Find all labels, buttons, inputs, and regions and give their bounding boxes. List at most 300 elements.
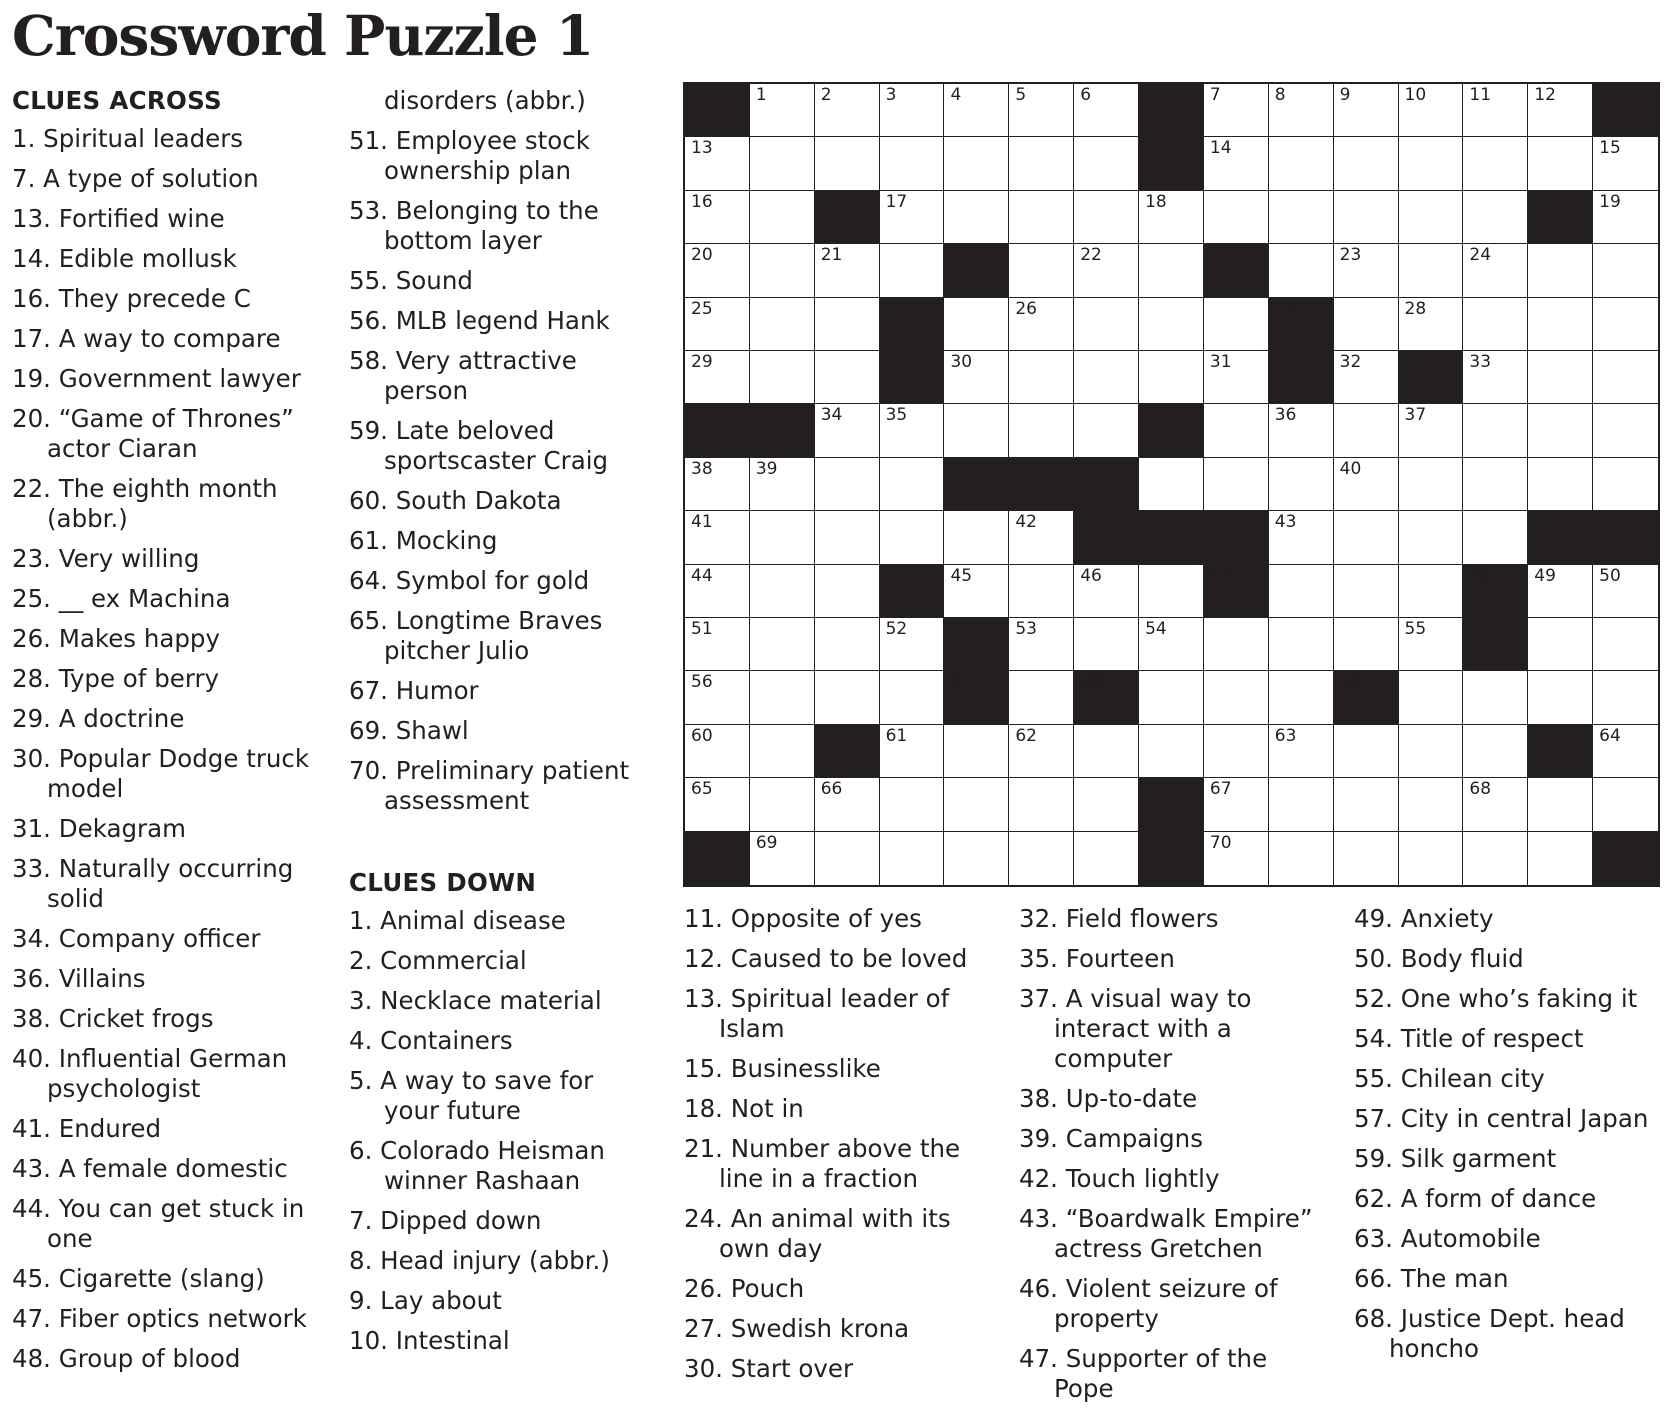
grid-cell[interactable] [1399, 832, 1464, 885]
grid-cell[interactable] [1593, 298, 1658, 351]
clue-item: 26. Makes happy [12, 624, 220, 653]
cell-number: 39 [755, 458, 778, 479]
grid-cell[interactable] [1009, 511, 1074, 564]
cell-number: 10 [1404, 85, 1427, 105]
clue-item: 46. Violent seizure of property [1019, 1274, 1278, 1333]
grid-cell[interactable] [815, 404, 880, 457]
grid-cell[interactable] [750, 671, 815, 724]
grid-cell[interactable] [1009, 191, 1074, 244]
grid-cell[interactable] [1269, 511, 1334, 564]
clue-item: 15. Businesslike [684, 1054, 881, 1083]
cell-number: 43 [1274, 512, 1297, 533]
grid-cell[interactable] [1139, 298, 1204, 351]
grid-cell[interactable] [815, 618, 880, 671]
grid-cell[interactable] [1463, 458, 1528, 511]
clue-column [349, 86, 649, 1366]
grid-cell[interactable] [1139, 351, 1204, 404]
grid-cell[interactable] [1334, 298, 1399, 351]
grid-cell[interactable] [1399, 778, 1464, 831]
clue-item: 24. An animal with its own day [684, 1204, 951, 1263]
grid-cell[interactable] [1074, 404, 1139, 457]
clue-item: 67. Humor [349, 676, 479, 705]
grid-block [1528, 725, 1593, 778]
grid-cell[interactable] [1593, 778, 1658, 831]
clue-item: 19. Government lawyer [12, 364, 301, 393]
grid-cell[interactable] [815, 351, 880, 404]
grid-cell[interactable] [1074, 84, 1139, 137]
grid-cell[interactable] [1399, 244, 1464, 297]
grid-cell[interactable] [685, 137, 750, 190]
cell-number: 13 [691, 138, 713, 159]
grid-cell[interactable] [1593, 244, 1658, 297]
grid-cell[interactable] [1204, 137, 1269, 190]
grid-cell[interactable] [1593, 725, 1658, 778]
clue-item: 63. Automobile [1354, 1224, 1541, 1253]
grid-cell[interactable] [750, 832, 815, 885]
grid-cell[interactable] [1528, 298, 1593, 351]
grid-block [1463, 618, 1528, 671]
grid-cell[interactable] [944, 725, 1009, 778]
grid-cell[interactable] [815, 244, 880, 297]
grid-cell[interactable] [880, 137, 945, 190]
grid-cell[interactable] [815, 298, 880, 351]
grid-cell[interactable] [1463, 725, 1528, 778]
grid-cell[interactable] [750, 778, 815, 831]
cell-number: 64 [1599, 725, 1621, 746]
grid-cell[interactable] [880, 778, 945, 831]
grid-cell[interactable] [750, 511, 815, 564]
grid-cell[interactable] [1269, 404, 1334, 457]
grid-cell[interactable] [1463, 244, 1528, 297]
grid-cell[interactable] [1593, 191, 1658, 244]
grid-cell[interactable] [815, 84, 880, 137]
cell-number: 18 [1145, 191, 1167, 212]
cell-number: 57 [950, 672, 973, 693]
grid-cell[interactable] [750, 725, 815, 778]
grid-cell[interactable] [1074, 725, 1139, 778]
grid-cell[interactable] [1204, 778, 1269, 831]
cell-number: 19 [1599, 191, 1621, 212]
clue-column [1019, 904, 1319, 1414]
grid-block [1139, 404, 1204, 457]
grid-cell[interactable] [944, 191, 1009, 244]
grid-cell[interactable] [1593, 404, 1658, 457]
grid-cell[interactable] [1204, 458, 1269, 511]
grid-cell[interactable] [1009, 725, 1074, 778]
grid-cell[interactable] [1528, 618, 1593, 671]
grid-cell[interactable] [1269, 725, 1334, 778]
grid-cell[interactable] [1009, 137, 1074, 190]
grid-cell[interactable] [880, 458, 945, 511]
grid-cell[interactable] [1528, 671, 1593, 724]
clue-item: 55. Chilean city [1354, 1064, 1545, 1093]
grid-cell[interactable] [1593, 618, 1658, 671]
cell-number: 68 [1469, 779, 1492, 800]
grid-cell[interactable] [1009, 244, 1074, 297]
grid-block [685, 84, 750, 137]
grid-cell[interactable] [1009, 565, 1074, 618]
grid-cell[interactable] [1269, 244, 1334, 297]
cell-number: 32 [1339, 352, 1362, 372]
grid-cell[interactable] [1139, 725, 1204, 778]
grid-cell[interactable] [685, 565, 750, 618]
cell-number: 14 [1209, 138, 1232, 159]
cell-number: 47 [1209, 565, 1232, 586]
cell-number: 17 [885, 191, 908, 212]
grid-cell[interactable] [944, 351, 1009, 404]
grid-cell[interactable] [1334, 244, 1399, 297]
grid-cell[interactable] [944, 84, 1009, 137]
grid-block [1009, 458, 1074, 511]
grid-cell[interactable] [1009, 84, 1074, 137]
clue-item: 40. Influential German psychologist [12, 1044, 288, 1103]
clue-item: 52. One who’s faking it [1354, 984, 1638, 1013]
grid-cell[interactable] [1528, 137, 1593, 190]
grid-cell[interactable] [685, 671, 750, 724]
grid-cell[interactable] [880, 84, 945, 137]
grid-cell[interactable] [1528, 244, 1593, 297]
clues-section-header: CLUES DOWN [349, 868, 537, 897]
grid-cell[interactable] [1593, 137, 1658, 190]
grid-cell[interactable] [1074, 565, 1139, 618]
grid-block [880, 351, 945, 404]
cell-number: 62 [1015, 725, 1037, 746]
grid-cell[interactable] [1334, 511, 1399, 564]
grid-cell[interactable] [880, 511, 945, 564]
grid-cell[interactable] [750, 351, 815, 404]
clue-item: 41. Endured [12, 1114, 161, 1143]
cell-number: 49 [1534, 565, 1556, 586]
cell-number: 36 [1274, 405, 1297, 426]
grid-cell[interactable] [815, 778, 880, 831]
grid-block [1204, 244, 1269, 297]
clue-item: 38. Cricket frogs [12, 1004, 214, 1033]
clue-item: 37. A visual way to interact with a computer [1019, 984, 1252, 1073]
cell-number: 20 [691, 245, 713, 266]
grid-cell[interactable] [1074, 191, 1139, 244]
grid-cell[interactable] [750, 137, 815, 190]
grid-cell[interactable] [1399, 458, 1464, 511]
grid-cell[interactable] [1009, 298, 1074, 351]
grid-cell[interactable] [1399, 671, 1464, 724]
grid-cell[interactable] [1009, 351, 1074, 404]
clue-item: 64. Symbol for gold [349, 566, 590, 595]
grid-cell[interactable] [1528, 351, 1593, 404]
grid-cell[interactable] [685, 191, 750, 244]
clue-item: 2. Commercial [349, 946, 527, 975]
grid-cell[interactable] [685, 351, 750, 404]
grid-cell[interactable] [1074, 298, 1139, 351]
clue-item: 9. Lay about [349, 1286, 502, 1315]
cell-number: 67 [1209, 779, 1232, 800]
clue-item: 53. Belonging to the bottom layer [349, 196, 599, 255]
grid-block [1593, 511, 1658, 564]
grid-cell[interactable] [1463, 137, 1528, 190]
clue-item: 26. Pouch [684, 1274, 805, 1303]
grid-cell[interactable] [1204, 84, 1269, 137]
clue-item: 61. Mocking [349, 526, 498, 555]
grid-cell[interactable] [685, 618, 750, 671]
cell-number: 27 [1274, 298, 1297, 319]
grid-block [944, 244, 1009, 297]
grid-cell[interactable] [1528, 458, 1593, 511]
grid-cell[interactable] [880, 618, 945, 671]
grid-cell[interactable] [880, 671, 945, 724]
clue-item: 28. Type of berry [12, 664, 220, 693]
grid-cell[interactable] [685, 725, 750, 778]
grid-cell[interactable] [685, 511, 750, 564]
clue-item: 47. Fiber optics network [12, 1304, 307, 1333]
grid-cell[interactable] [1399, 565, 1464, 618]
grid-cell[interactable] [1139, 458, 1204, 511]
grid-cell[interactable] [1399, 618, 1464, 671]
grid-cell[interactable] [1009, 404, 1074, 457]
grid-cell[interactable] [1528, 565, 1593, 618]
grid-cell[interactable] [1334, 832, 1399, 885]
grid-cell[interactable] [1463, 84, 1528, 137]
cell-number: 50 [1599, 565, 1621, 586]
clue-item: 54. Title of respect [1354, 1024, 1584, 1053]
grid-cell[interactable] [944, 565, 1009, 618]
grid-block [1074, 458, 1139, 511]
grid-cell[interactable] [1269, 137, 1334, 190]
grid-cell[interactable] [944, 832, 1009, 885]
grid-cell[interactable] [1074, 244, 1139, 297]
grid-cell[interactable] [1204, 351, 1269, 404]
grid-cell[interactable] [1074, 832, 1139, 885]
grid-cell[interactable] [1399, 725, 1464, 778]
cell-number: 16 [691, 191, 713, 212]
grid-cell[interactable] [1399, 137, 1464, 190]
grid-cell[interactable] [1463, 351, 1528, 404]
cell-number: 31 [1209, 352, 1232, 372]
grid-cell[interactable] [750, 565, 815, 618]
grid-cell[interactable] [1593, 565, 1658, 618]
clue-item: 39. Campaigns [1019, 1124, 1203, 1153]
grid-cell[interactable] [944, 511, 1009, 564]
grid-cell[interactable] [944, 298, 1009, 351]
grid-cell[interactable] [1334, 404, 1399, 457]
grid-cell[interactable] [1463, 298, 1528, 351]
cell-number: 15 [1599, 138, 1621, 159]
clue-item: 44. You can get stuck in one [12, 1194, 305, 1253]
grid-cell[interactable] [944, 404, 1009, 457]
clue-item: 22. The eighth month (abbr.) [12, 474, 278, 533]
grid-cell[interactable] [750, 84, 815, 137]
grid-cell[interactable] [880, 725, 945, 778]
grid-cell[interactable] [1269, 618, 1334, 671]
grid-cell[interactable] [880, 191, 945, 244]
grid-cell[interactable] [1269, 671, 1334, 724]
grid-cell[interactable] [1269, 832, 1334, 885]
grid-block [1204, 565, 1269, 618]
grid-cell[interactable] [1593, 458, 1658, 511]
grid-cell[interactable] [1528, 84, 1593, 137]
grid-cell[interactable] [815, 565, 880, 618]
grid-cell[interactable] [1399, 298, 1464, 351]
clue-item: 31. Dekagram [12, 814, 186, 843]
crossword-grid [683, 82, 1660, 887]
grid-cell[interactable] [685, 244, 750, 297]
cell-number: 70 [1209, 832, 1232, 853]
grid-cell[interactable] [1139, 565, 1204, 618]
grid-cell[interactable] [685, 778, 750, 831]
grid-cell[interactable] [1463, 191, 1528, 244]
clue-item: 1. Animal disease [349, 906, 566, 935]
cell-number: 11 [1469, 85, 1492, 105]
grid-cell[interactable] [815, 458, 880, 511]
grid-cell[interactable] [1269, 84, 1334, 137]
grid-cell[interactable] [1334, 351, 1399, 404]
grid-cell[interactable] [1269, 565, 1334, 618]
grid-block [1463, 565, 1528, 618]
grid-cell[interactable] [1593, 671, 1658, 724]
grid-cell[interactable] [1009, 671, 1074, 724]
grid-cell[interactable] [1204, 832, 1269, 885]
grid-cell[interactable] [685, 458, 750, 511]
grid-cell[interactable] [1593, 351, 1658, 404]
clue-item: 35. Fourteen [1019, 944, 1175, 973]
cell-number: 61 [885, 725, 908, 746]
grid-cell[interactable] [1074, 778, 1139, 831]
grid-block [1204, 511, 1269, 564]
grid-cell[interactable] [1139, 191, 1204, 244]
cell-number: 8 [1274, 85, 1286, 105]
clue-item: 17. A way to compare [12, 324, 281, 353]
grid-cell[interactable] [1334, 137, 1399, 190]
cell-number: 52 [885, 619, 908, 639]
puzzle-title: Crossword Puzzle 1 [12, 3, 594, 68]
cell-number: 2 [820, 85, 832, 105]
clue-item: 51. Employee stock ownership plan [349, 126, 590, 185]
clue-item: 55. Sound [349, 266, 473, 295]
grid-block [750, 404, 815, 457]
grid-cell[interactable] [750, 298, 815, 351]
clue-item: 49. Anxiety [1354, 904, 1494, 933]
grid-cell[interactable] [944, 778, 1009, 831]
cell-number: 58 [1080, 672, 1102, 693]
grid-cell[interactable] [1269, 458, 1334, 511]
clue-item: 20. “Game of Thrones” actor Ciaran [12, 404, 294, 463]
grid-cell[interactable] [1334, 778, 1399, 831]
clue-item: 30. Popular Dodge truck model [12, 744, 310, 803]
grid-block [1269, 298, 1334, 351]
grid-cell[interactable] [750, 618, 815, 671]
clue-item: 65. Longtime Braves pitcher Julio [349, 606, 603, 665]
grid-cell[interactable] [1463, 778, 1528, 831]
grid-cell[interactable] [1334, 191, 1399, 244]
grid-cell[interactable] [1204, 298, 1269, 351]
cell-number: 66 [820, 779, 843, 800]
grid-cell[interactable] [1463, 671, 1528, 724]
grid-cell[interactable] [1334, 458, 1399, 511]
grid-cell[interactable] [1009, 778, 1074, 831]
grid-block [815, 725, 880, 778]
cell-number: 23 [1339, 245, 1362, 266]
clue-item: 3. Necklace material [349, 986, 602, 1015]
cell-number: 51 [691, 619, 713, 639]
grid-cell[interactable] [1204, 404, 1269, 457]
grid-cell[interactable] [1399, 404, 1464, 457]
cell-number: 40 [1339, 458, 1362, 479]
cell-number: 69 [755, 832, 778, 853]
grid-block [1593, 84, 1658, 137]
clue-item: 7. A type of solution [12, 164, 259, 193]
clue-item: 18. Not in [684, 1094, 804, 1123]
cell-number: 63 [1274, 725, 1297, 746]
grid-cell[interactable] [944, 137, 1009, 190]
grid-cell[interactable] [1204, 191, 1269, 244]
clue-item: 60. South Dakota [349, 486, 562, 515]
grid-cell[interactable] [1204, 618, 1269, 671]
grid-cell[interactable] [1528, 832, 1593, 885]
grid-cell[interactable] [1463, 511, 1528, 564]
grid-cell[interactable] [1204, 671, 1269, 724]
clue-item: 45. Cigarette (slang) [12, 1264, 265, 1293]
grid-cell[interactable] [815, 832, 880, 885]
grid-cell[interactable] [1399, 511, 1464, 564]
grid-cell[interactable] [1204, 725, 1269, 778]
grid-block [944, 618, 1009, 671]
grid-cell[interactable] [1399, 191, 1464, 244]
grid-cell[interactable] [1074, 137, 1139, 190]
cell-number: 42 [1015, 512, 1037, 533]
grid-cell[interactable] [1074, 618, 1139, 671]
grid-cell[interactable] [1528, 778, 1593, 831]
grid-cell[interactable] [750, 191, 815, 244]
cell-number: 44 [691, 565, 713, 586]
grid-cell[interactable] [880, 244, 945, 297]
grid-cell[interactable] [1399, 84, 1464, 137]
grid-cell[interactable] [1139, 618, 1204, 671]
clue-item: 10. Intestinal [349, 1326, 510, 1355]
grid-cell[interactable] [1269, 191, 1334, 244]
grid-cell[interactable] [1139, 244, 1204, 297]
grid-cell[interactable] [880, 404, 945, 457]
grid-cell[interactable] [815, 671, 880, 724]
grid-cell[interactable] [1009, 832, 1074, 885]
grid-cell[interactable] [1528, 404, 1593, 457]
grid-cell[interactable] [815, 511, 880, 564]
cell-number: 54 [1145, 619, 1167, 639]
clue-item: 34. Company officer [12, 924, 261, 953]
grid-cell[interactable] [1334, 725, 1399, 778]
grid-cell[interactable] [750, 244, 815, 297]
grid-cell[interactable] [1074, 351, 1139, 404]
grid-cell[interactable] [1463, 832, 1528, 885]
grid-cell[interactable] [1269, 778, 1334, 831]
grid-cell[interactable] [880, 832, 945, 885]
grid-block [1139, 832, 1204, 885]
grid-cell[interactable] [1334, 84, 1399, 137]
clue-item: 23. Very willing [12, 544, 200, 573]
grid-cell[interactable] [1463, 404, 1528, 457]
grid-cell[interactable] [1334, 618, 1399, 671]
clue-item: 66. The man [1354, 1264, 1509, 1293]
grid-cell[interactable] [1139, 671, 1204, 724]
clue-column [684, 904, 1004, 1394]
cell-number: 1 [755, 85, 767, 105]
cell-number: 4 [950, 85, 962, 105]
cell-number: 34 [820, 405, 843, 426]
grid-cell[interactable] [685, 298, 750, 351]
grid-cell[interactable] [815, 137, 880, 190]
clue-item: 43. A female domestic [12, 1154, 288, 1183]
grid-cell[interactable] [1009, 618, 1074, 671]
grid-cell[interactable] [1334, 565, 1399, 618]
grid-cell[interactable] [750, 458, 815, 511]
clue-item: 13. Fortified wine [12, 204, 225, 233]
